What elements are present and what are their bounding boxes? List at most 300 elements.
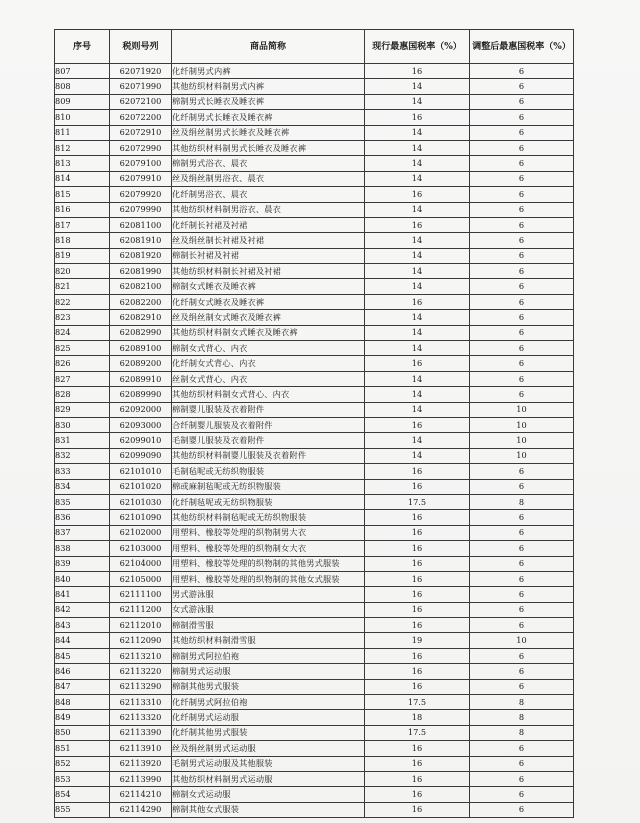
adjusted-rate: 6: [470, 771, 574, 786]
row-number: 819: [55, 248, 110, 263]
table-row: [55, 587, 574, 602]
table-row: [55, 140, 574, 155]
table-row: [55, 510, 574, 525]
table-row: [55, 710, 574, 725]
row-number: 842: [55, 602, 110, 617]
product-name: 棉制滑雪服: [172, 618, 365, 633]
product-name: 棉制婴儿服装及衣着附件: [172, 402, 365, 417]
table-row: [55, 417, 574, 432]
tariff-code: 62114290: [110, 802, 172, 817]
table-row: [55, 679, 574, 694]
current-rate: 16: [365, 556, 470, 571]
row-number: 851: [55, 741, 110, 756]
row-number: 850: [55, 725, 110, 740]
current-rate: 16: [365, 64, 470, 79]
adjusted-rate: 10: [470, 433, 574, 448]
tariff-code: 62092000: [110, 402, 172, 417]
table-row: [55, 202, 574, 217]
adjusted-rate: 6: [470, 171, 574, 186]
tariff-code: 62112010: [110, 618, 172, 633]
header-adjusted-rate: 调整后最惠国税率（%）: [470, 30, 574, 64]
tariff-code: 62101020: [110, 479, 172, 494]
current-rate: 16: [365, 787, 470, 802]
current-rate: 14: [365, 279, 470, 294]
tariff-code: 62102000: [110, 525, 172, 540]
product-name: 丝制女式背心、内衣: [172, 371, 365, 386]
product-name: 棉制男式阿拉伯袍: [172, 648, 365, 663]
tariff-code: 62082100: [110, 279, 172, 294]
table-row: [55, 402, 574, 417]
table-row: [55, 541, 574, 556]
row-number: 826: [55, 356, 110, 371]
row-number: 829: [55, 402, 110, 417]
product-name: 其他纺织材料制男式运动服: [172, 771, 365, 786]
tariff-code: 62113290: [110, 679, 172, 694]
current-rate: 16: [365, 664, 470, 679]
product-name: 棉制女式睡衣及睡衣裤: [172, 279, 365, 294]
tariff-code: 62113910: [110, 741, 172, 756]
row-number: 818: [55, 233, 110, 248]
current-rate: 14: [365, 371, 470, 386]
tariff-code: 62081100: [110, 217, 172, 232]
table-row: [55, 494, 574, 509]
product-name: 丝及绢丝制女式睡衣及睡衣裤: [172, 310, 365, 325]
row-number: 825: [55, 341, 110, 356]
product-name: 用塑料、橡胶等处理的织物制女大衣: [172, 541, 365, 556]
table-row: [55, 433, 574, 448]
adjusted-rate: 6: [470, 325, 574, 340]
table-row: [55, 156, 574, 171]
row-number: 827: [55, 371, 110, 386]
row-number: 831: [55, 433, 110, 448]
row-number: 852: [55, 756, 110, 771]
row-number: 809: [55, 94, 110, 109]
current-rate: 16: [365, 217, 470, 232]
adjusted-rate: 6: [470, 648, 574, 663]
product-name: 丝及绢丝制长衬裙及衬裙: [172, 233, 365, 248]
product-name: 合纤制婴儿服装及衣着附件: [172, 417, 365, 432]
product-name: 其他纺织材料制女式背心、内衣: [172, 387, 365, 402]
current-rate: 16: [365, 602, 470, 617]
product-name: 化纤制女式睡衣及睡衣裤: [172, 294, 365, 309]
row-number: 816: [55, 202, 110, 217]
adjusted-rate: 10: [470, 417, 574, 432]
product-name: 化纤制男式运动服: [172, 710, 365, 725]
tariff-code: 62113310: [110, 695, 172, 710]
row-number: 843: [55, 618, 110, 633]
product-name: 其他纺织材料制女式睡衣及睡衣裤: [172, 325, 365, 340]
current-rate: 16: [365, 571, 470, 586]
current-rate: 16: [365, 618, 470, 633]
product-name: 化纤制男式阿拉伯袍: [172, 695, 365, 710]
header-row: [55, 30, 574, 64]
adjusted-rate: 6: [470, 525, 574, 540]
table-row: [55, 94, 574, 109]
header-name: 商品简称: [172, 30, 365, 64]
product-name: 其他纺织材料制男浴衣、晨衣: [172, 202, 365, 217]
row-number: 847: [55, 679, 110, 694]
adjusted-rate: 6: [470, 387, 574, 402]
header-no: 序号: [55, 30, 110, 64]
row-number: 821: [55, 279, 110, 294]
tariff-code: 62072990: [110, 140, 172, 155]
tariff-code: 62089990: [110, 387, 172, 402]
adjusted-rate: 6: [470, 125, 574, 140]
tariff-code: 62113390: [110, 725, 172, 740]
current-rate: 14: [365, 387, 470, 402]
tariff-code: 62071990: [110, 79, 172, 94]
row-number: 808: [55, 79, 110, 94]
row-number: 810: [55, 110, 110, 125]
product-name: 棉制男式长睡衣及睡衣裤: [172, 94, 365, 109]
tariff-code: 62079920: [110, 187, 172, 202]
adjusted-rate: 6: [470, 541, 574, 556]
product-name: 男式游泳服: [172, 587, 365, 602]
tariff-code: 62072100: [110, 94, 172, 109]
table-row: [55, 79, 574, 94]
adjusted-rate: 6: [470, 479, 574, 494]
product-name: 其他纺织材料制毡呢或无纺织物服装: [172, 510, 365, 525]
tariff-code: 62072200: [110, 110, 172, 125]
table-row: [55, 387, 574, 402]
tariff-code: 62104000: [110, 556, 172, 571]
table-row: [55, 310, 574, 325]
tariff-code: 62113210: [110, 648, 172, 663]
adjusted-rate: 6: [470, 140, 574, 155]
row-number: 813: [55, 156, 110, 171]
table-row: [55, 479, 574, 494]
row-number: 815: [55, 187, 110, 202]
adjusted-rate: 6: [470, 602, 574, 617]
table-row: [55, 664, 574, 679]
row-number: 817: [55, 217, 110, 232]
adjusted-rate: 6: [470, 187, 574, 202]
current-rate: 14: [365, 341, 470, 356]
tariff-code: 62089910: [110, 371, 172, 386]
current-rate: 14: [365, 125, 470, 140]
row-number: 824: [55, 325, 110, 340]
adjusted-rate: 6: [470, 571, 574, 586]
product-name: 丝及绢丝制男式长睡衣及睡衣裤: [172, 125, 365, 140]
current-rate: 16: [365, 294, 470, 309]
product-name: 棉制男式浴衣、晨衣: [172, 156, 365, 171]
table-row: [55, 356, 574, 371]
product-name: 毛制婴儿服装及衣着附件: [172, 433, 365, 448]
product-name: 用塑料、橡胶等处理的织物制男大衣: [172, 525, 365, 540]
product-name: 毛制毡呢或无纺织物服装: [172, 464, 365, 479]
row-number: 837: [55, 525, 110, 540]
adjusted-rate: 8: [470, 695, 574, 710]
row-number: 833: [55, 464, 110, 479]
adjusted-rate: 8: [470, 725, 574, 740]
current-rate: 16: [365, 756, 470, 771]
row-number: 823: [55, 310, 110, 325]
row-number: 853: [55, 771, 110, 786]
product-name: 化纤制长衬裙及衬裙: [172, 217, 365, 232]
table-row: [55, 448, 574, 463]
tariff-code: 62101030: [110, 494, 172, 509]
adjusted-rate: 6: [470, 679, 574, 694]
table-row: [55, 341, 574, 356]
table-row: [55, 602, 574, 617]
current-rate: 16: [365, 541, 470, 556]
adjusted-rate: 6: [470, 664, 574, 679]
row-number: 846: [55, 664, 110, 679]
current-rate: 17.5: [365, 494, 470, 509]
adjusted-rate: 6: [470, 802, 574, 817]
table-row: [55, 771, 574, 786]
current-rate: 16: [365, 510, 470, 525]
current-rate: 16: [365, 464, 470, 479]
adjusted-rate: 6: [470, 371, 574, 386]
product-name: 化纤制男式内裤: [172, 64, 365, 79]
table-row: [55, 787, 574, 802]
tariff-code: 62111100: [110, 587, 172, 602]
product-name: 棉制女式运动服: [172, 787, 365, 802]
row-number: 811: [55, 125, 110, 140]
product-name: 化纤制女式背心、内衣: [172, 356, 365, 371]
row-number: 822: [55, 294, 110, 309]
current-rate: 16: [365, 356, 470, 371]
tariff-code: 62113920: [110, 756, 172, 771]
tariff-code: 62099010: [110, 433, 172, 448]
row-number: 832: [55, 448, 110, 463]
adjusted-rate: 6: [470, 64, 574, 79]
table-row: [55, 217, 574, 232]
adjusted-rate: 6: [470, 356, 574, 371]
current-rate: 14: [365, 202, 470, 217]
table-row: [55, 618, 574, 633]
product-name: 其他纺织材料制男式内裤: [172, 79, 365, 94]
adjusted-rate: 6: [470, 510, 574, 525]
tariff-code: 62105000: [110, 571, 172, 586]
current-rate: 14: [365, 140, 470, 155]
adjusted-rate: 6: [470, 110, 574, 125]
row-number: 814: [55, 171, 110, 186]
header-code: 税则号列: [110, 30, 172, 64]
adjusted-rate: 6: [470, 94, 574, 109]
table-row: [55, 248, 574, 263]
tariff-table: [54, 29, 574, 818]
row-number: 838: [55, 541, 110, 556]
current-rate: 17.5: [365, 695, 470, 710]
row-number: 841: [55, 587, 110, 602]
row-number: 849: [55, 710, 110, 725]
row-number: 848: [55, 695, 110, 710]
product-name: 用塑料、橡胶等处理的织物制的其他女式服装: [172, 571, 365, 586]
table-row: [55, 371, 574, 386]
current-rate: 14: [365, 325, 470, 340]
tariff-code: 62079990: [110, 202, 172, 217]
current-rate: 14: [365, 156, 470, 171]
product-name: 其他纺织材料制长衬裙及衬裙: [172, 264, 365, 279]
row-number: 836: [55, 510, 110, 525]
table-row: [55, 264, 574, 279]
table-body: [55, 64, 574, 818]
product-name: 其他纺织材料制男式长睡衣及睡衣裤: [172, 140, 365, 155]
tariff-code: 62089200: [110, 356, 172, 371]
table-row: [55, 556, 574, 571]
current-rate: 16: [365, 771, 470, 786]
product-name: 棉制其他男式服装: [172, 679, 365, 694]
adjusted-rate: 10: [470, 448, 574, 463]
product-name: 其他纺织材料制婴儿服装及衣着附件: [172, 448, 365, 463]
adjusted-rate: 6: [470, 464, 574, 479]
current-rate: 14: [365, 79, 470, 94]
product-name: 化纤制男式长睡衣及睡衣裤: [172, 110, 365, 125]
product-name: 其他纺织材料制滑雪服: [172, 633, 365, 648]
adjusted-rate: 6: [470, 279, 574, 294]
product-name: 化纤制男浴衣、晨衣: [172, 187, 365, 202]
product-name: 棉制女式背心、内衣: [172, 341, 365, 356]
tariff-code: 62081920: [110, 248, 172, 263]
tariff-code: 62112090: [110, 633, 172, 648]
adjusted-rate: 8: [470, 710, 574, 725]
adjusted-rate: 10: [470, 402, 574, 417]
row-number: 855: [55, 802, 110, 817]
table-row: [55, 294, 574, 309]
tariff-code: 62081910: [110, 233, 172, 248]
adjusted-rate: 6: [470, 294, 574, 309]
tariff-code: 62081990: [110, 264, 172, 279]
row-number: 807: [55, 64, 110, 79]
adjusted-rate: 6: [470, 787, 574, 802]
current-rate: 16: [365, 110, 470, 125]
adjusted-rate: 6: [470, 156, 574, 171]
tariff-code: 62114210: [110, 787, 172, 802]
tariff-code: 62103000: [110, 541, 172, 556]
table-row: [55, 279, 574, 294]
current-rate: 14: [365, 233, 470, 248]
current-rate: 16: [365, 525, 470, 540]
current-rate: 16: [365, 679, 470, 694]
current-rate: 17.5: [365, 725, 470, 740]
product-name: 化纤制其他男式服装: [172, 725, 365, 740]
adjusted-rate: 6: [470, 556, 574, 571]
row-number: 820: [55, 264, 110, 279]
tariff-code: 62089100: [110, 341, 172, 356]
product-name: 棉制其他女式服装: [172, 802, 365, 817]
current-rate: 14: [365, 310, 470, 325]
table-row: [55, 648, 574, 663]
tariff-code: 62113220: [110, 664, 172, 679]
current-rate: 16: [365, 417, 470, 432]
header-current-rate: 现行最惠国税率（%）: [365, 30, 470, 64]
adjusted-rate: 6: [470, 248, 574, 263]
row-number: 854: [55, 787, 110, 802]
table-row: [55, 802, 574, 817]
table-row: [55, 695, 574, 710]
adjusted-rate: 6: [470, 741, 574, 756]
adjusted-rate: 6: [470, 217, 574, 232]
tariff-code: 62113320: [110, 710, 172, 725]
table-row: [55, 110, 574, 125]
adjusted-rate: 6: [470, 202, 574, 217]
table-row: [55, 125, 574, 140]
tariff-code: 62101090: [110, 510, 172, 525]
current-rate: 16: [365, 741, 470, 756]
tariff-code: 62113990: [110, 771, 172, 786]
tariff-code: 62101010: [110, 464, 172, 479]
tariff-code: 62093000: [110, 417, 172, 432]
current-rate: 14: [365, 248, 470, 263]
adjusted-rate: 6: [470, 264, 574, 279]
current-rate: 14: [365, 433, 470, 448]
product-name: 棉制长衬裙及衬裙: [172, 248, 365, 263]
current-rate: 14: [365, 264, 470, 279]
current-rate: 14: [365, 402, 470, 417]
product-name: 化纤制毡呢或无纺织物服装: [172, 494, 365, 509]
table-row: [55, 464, 574, 479]
row-number: 840: [55, 571, 110, 586]
tariff-code: 62072910: [110, 125, 172, 140]
table-row: [55, 325, 574, 340]
tariff-code: 62071920: [110, 64, 172, 79]
tariff-code: 62111200: [110, 602, 172, 617]
table-header: [55, 30, 574, 64]
row-number: 834: [55, 479, 110, 494]
current-rate: 14: [365, 171, 470, 186]
tariff-code: 62082910: [110, 310, 172, 325]
adjusted-rate: 6: [470, 341, 574, 356]
current-rate: 16: [365, 587, 470, 602]
table-row: [55, 725, 574, 740]
product-name: 丝及绢丝制男式运动服: [172, 741, 365, 756]
adjusted-rate: 10: [470, 633, 574, 648]
product-name: 棉制男式运动服: [172, 664, 365, 679]
current-rate: 16: [365, 648, 470, 663]
table-row: [55, 233, 574, 248]
adjusted-rate: 6: [470, 79, 574, 94]
row-number: 839: [55, 556, 110, 571]
adjusted-rate: 8: [470, 494, 574, 509]
product-name: 棉或麻制毡呢或无纺织物服装: [172, 479, 365, 494]
tariff-code: 62079100: [110, 156, 172, 171]
table-row: [55, 633, 574, 648]
adjusted-rate: 6: [470, 587, 574, 602]
row-number: 828: [55, 387, 110, 402]
product-name: 用塑料、橡胶等处理的织物制的其他男式服装: [172, 556, 365, 571]
tariff-code: 62082990: [110, 325, 172, 340]
table-row: [55, 525, 574, 540]
row-number: 812: [55, 140, 110, 155]
row-number: 845: [55, 648, 110, 663]
current-rate: 19: [365, 633, 470, 648]
current-rate: 14: [365, 94, 470, 109]
current-rate: 16: [365, 187, 470, 202]
adjusted-rate: 6: [470, 310, 574, 325]
adjusted-rate: 6: [470, 618, 574, 633]
current-rate: 14: [365, 448, 470, 463]
row-number: 835: [55, 494, 110, 509]
table-row: [55, 571, 574, 586]
row-number: 844: [55, 633, 110, 648]
current-rate: 16: [365, 479, 470, 494]
current-rate: 16: [365, 802, 470, 817]
adjusted-rate: 6: [470, 233, 574, 248]
tariff-code: 62079910: [110, 171, 172, 186]
table-row: [55, 64, 574, 79]
product-name: 女式游泳服: [172, 602, 365, 617]
current-rate: 18: [365, 710, 470, 725]
tariff-code: 62082200: [110, 294, 172, 309]
table-row: [55, 171, 574, 186]
row-number: 830: [55, 417, 110, 432]
table-row: [55, 756, 574, 771]
table-row: [55, 187, 574, 202]
product-name: 毛制男式运动服及其他服装: [172, 756, 365, 771]
tariff-code: 62099090: [110, 448, 172, 463]
